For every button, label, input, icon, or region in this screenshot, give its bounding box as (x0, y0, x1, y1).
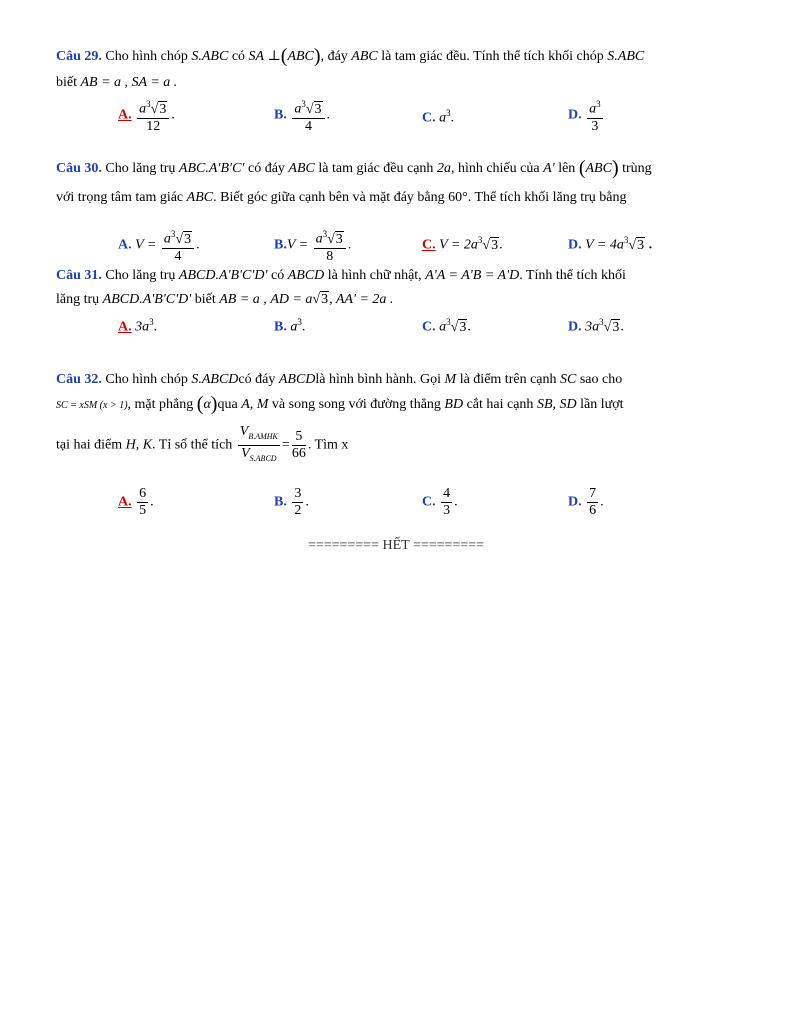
q32-math: A, M (241, 397, 269, 412)
q30-text: , hình chiếu của (450, 161, 540, 176)
q29-option-b-label: B. (274, 107, 287, 123)
q29-text: Cho hình chóp (105, 49, 188, 64)
q32-text: Cho hình chóp (105, 372, 188, 387)
q32-math: S.ABCD (191, 372, 239, 387)
q29-condition: AB = a , SA = a . (80, 75, 178, 90)
q29-option-b[interactable]: B. $\frac{a^3√3}{4}$ . (274, 96, 330, 135)
q31-label: Câu 31. (56, 268, 102, 283)
q29-math: ⊥ (267, 49, 281, 64)
q29-text: có (231, 49, 246, 64)
q30-text: trùng (622, 161, 652, 176)
q32-text: . Tỉ số thể tích (152, 437, 233, 453)
q32-text: là điểm trên cạnh (459, 372, 557, 387)
q31-math: ABCD.A'B'C'D' (178, 268, 268, 283)
q29-text: biết (56, 75, 77, 90)
q32-math: ABCD (278, 372, 316, 387)
q30-math: A′ (543, 161, 555, 176)
end-marker: ========= HẾT ========= (307, 538, 485, 553)
q30-math: ABC (186, 190, 214, 205)
q29-math: S.ABC (191, 49, 229, 64)
q32-math: H, K (125, 437, 153, 453)
fraction: $\frac{6}{5}$ (139, 486, 147, 518)
q32-text: có đáy (238, 372, 276, 387)
fraction: $\frac{a^3}{3}$ (587, 96, 603, 135)
q30-option-a[interactable]: A. V = $\frac{a^3√3}{4}$ . (118, 226, 200, 265)
q31-option-c[interactable]: C. $a^3√3$. (422, 317, 471, 335)
q30-text: . Biết góc giữa cạnh bên và mặt đáy bằng (213, 190, 445, 205)
q31-option-a[interactable]: A. $3a^3$. (118, 317, 158, 335)
q32-option-a-label: A. (118, 494, 132, 510)
q31-math: A'A = A'B = A'D (425, 268, 520, 283)
q32-text: sao cho (579, 372, 623, 387)
q30-text: lên (558, 161, 576, 176)
q31-text: lăng trụ (56, 292, 100, 307)
q31-text: . Tính thể tích khối (519, 268, 626, 283)
q29-text: là tam giác đều. Tính thể tích khối chóp (381, 49, 604, 64)
q32-option-c[interactable]: C. $\frac{4}{3}$ . (422, 486, 458, 518)
fraction: $\frac{7}{6}$ (589, 486, 597, 518)
q32-option-b[interactable]: B. $\frac{3}{2}$ . (274, 486, 309, 518)
fraction: $\frac{5}{66}$ (291, 428, 306, 461)
fraction: $\frac{a^3√3}{4}$ (162, 226, 194, 265)
fraction: $\frac{3}{2}$ (294, 486, 302, 518)
q30-math: 2a (436, 161, 451, 176)
volume-ratio: $\frac{V_{B.AMHK}}{V_{S.ABCD}}$ (239, 424, 278, 463)
q32-line3: tại hai điểm H, K. Tỉ số thể tích $\frac{V_{B.AMHK}}{V_{S.ABCD}}$ = $\frac{5}{66}$ . Tìm x (56, 424, 744, 467)
q32-option-c-label: C. (422, 494, 436, 510)
q32-option-d-label: D. (568, 494, 582, 510)
q30-text: . Thể tích khối lăng trụ bằng (467, 190, 627, 205)
fraction: $\frac{4}{3}$ (443, 486, 451, 518)
q31-option-a-label: A. (118, 319, 132, 335)
q32-option-a[interactable]: A. $\frac{6}{5}$ . (118, 486, 154, 518)
fraction: $\frac{a^3√3}{8}$ (314, 226, 346, 265)
q30-option-d-label: D. (568, 237, 582, 253)
q32-option-b-label: B. (274, 494, 287, 510)
q32-text: cắt hai cạnh (466, 397, 534, 412)
q30-option-c-label: C. (422, 237, 436, 253)
q29-math: SA (248, 49, 265, 64)
q29-option-a-label: A. (118, 107, 132, 123)
q29-label: Câu 29. (56, 49, 102, 64)
q29-line2 (56, 74, 744, 92)
q30-text: là tam giác đều cạnh (318, 161, 434, 176)
q32-text: qua (217, 397, 238, 412)
q32-math: BD (444, 397, 464, 412)
q32-text: tại hai điểm (56, 437, 123, 453)
fraction: $\frac{a^3√3}{12}$ (137, 96, 169, 135)
q30-math: ABC (288, 161, 315, 176)
q31-line2: lăng trụ ABCD.A'B'C'D' biết AB = a , AD = a√3, AA' = 2a . (56, 292, 394, 307)
q29-math: S.ABC (607, 49, 645, 64)
q32-text: là hình bình hành. Gọi (315, 372, 442, 387)
q31-option-b-label: B. (274, 319, 287, 335)
q30-line2 (56, 189, 744, 207)
q29-text: , đáy (320, 49, 348, 64)
q31-condition: AD = a (270, 292, 313, 307)
q31-line1 (56, 267, 744, 285)
q32-option-d[interactable]: D. $\frac{7}{6}$ . (568, 486, 604, 518)
q30-option-b-label: B. (274, 237, 287, 253)
q30-option-a-label: A. (118, 237, 132, 253)
q32-equation: SC = xSM (x > 1) (56, 400, 128, 411)
q31-option-d-label: D. (568, 319, 582, 335)
q30-option-d[interactable]: D. $V = 4a^3√3$ . (568, 235, 653, 253)
q29-option-c[interactable]: C. $a^3$. (422, 108, 455, 126)
q31-math: ABCD.A'B'C'D' (102, 292, 192, 307)
q30-label: Câu 30. (56, 161, 102, 176)
q31-math: ABCD (287, 268, 325, 283)
q32-math: SC (560, 372, 577, 387)
q32-text: lần lượt (580, 397, 624, 412)
q31-text: biết (194, 292, 216, 307)
q30-angle: 60° (448, 190, 468, 205)
q29-option-d[interactable] (568, 96, 605, 135)
q31-option-b[interactable]: B. $a^3$. (274, 317, 306, 335)
q30-text: Cho lăng trụ (105, 161, 176, 176)
q31-text: có (271, 268, 285, 283)
q30-text: có đáy (247, 161, 285, 176)
q32-text: , mặt phẳng (127, 397, 194, 412)
q31-condition: , AA' = 2a . (329, 292, 394, 307)
q32-label: Câu 32. (56, 372, 102, 387)
q29-math: ABC (287, 49, 314, 64)
q30-math: ABC.A′B′C′ (178, 161, 245, 176)
q30-math: ABC (585, 161, 612, 176)
q29-option-c-label: C. (422, 110, 436, 126)
q30-line1: Câu 30. Cho lăng trụ ABC.A′B′C′ có đáy ABC là tam giác đều cạnh 2a, hình chiếu của A′ lên (ABC) trùng (56, 157, 652, 179)
q32-text: . Tìm x (307, 437, 349, 453)
q29-option-a[interactable]: A. $\frac{a^3√3}{12}$ . (118, 96, 175, 135)
q32-math: M (444, 372, 457, 387)
q30-option-c[interactable]: C. $V = 2a^3√3$. (422, 235, 503, 253)
q30-option-b[interactable]: B.V = $\frac{a^3√3}{8}$ . (274, 226, 351, 265)
q29-math: ABC (351, 49, 378, 64)
q31-option-d[interactable]: D. $3a^3√3$. (568, 317, 624, 335)
q29-option-d-label: D. (568, 107, 582, 123)
q31-text: Cho lăng trụ (105, 268, 176, 283)
q32-text: và song song với đường thẳng (271, 397, 441, 412)
q30-text: với trọng tâm tam giác (56, 190, 184, 205)
fraction: $\frac{a^3√3}{4}$ (292, 96, 324, 135)
q29-line1: Câu 29. Cho hình chóp S.ABC có SA ⊥(ABC), đáy ABC là tam giác đều. Tính thể tích khối chóp S.ABC (56, 45, 645, 67)
q31-option-c-label: C. (422, 319, 436, 335)
q32-math: α (203, 397, 211, 412)
q31-text: là hình chữ nhật, (327, 268, 422, 283)
q32-math: SB, SD (536, 397, 577, 412)
q32-line1 (56, 371, 744, 389)
q32-line2: SC = xSM (x > 1), mặt phẳng (α)qua A, M và song song với đường thẳng BD cắt hai cạnh SB, SD lần lượt (56, 393, 624, 415)
q31-condition: AB = a , (219, 292, 267, 307)
